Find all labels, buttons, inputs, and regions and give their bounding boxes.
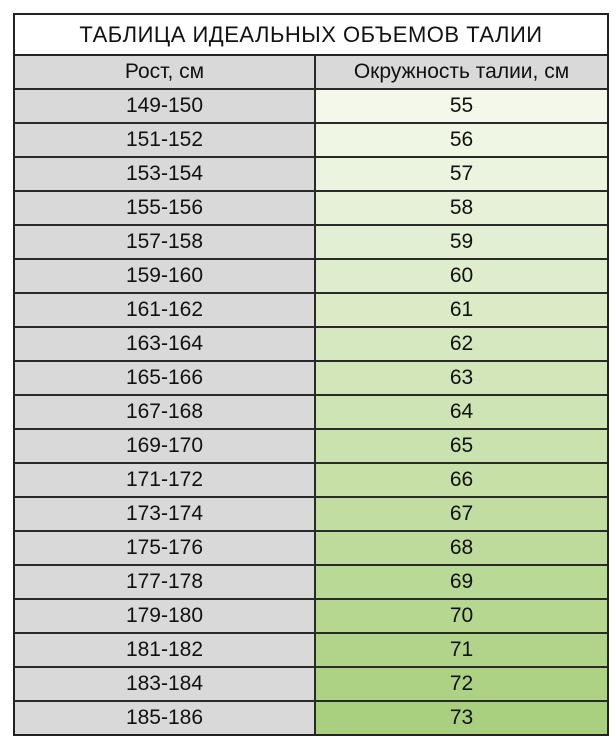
cell-waist: 70 [315,599,607,633]
cell-height: 171-172 [15,463,315,497]
table-grid [15,56,607,734]
table-row [15,225,607,259]
cell-waist: 67 [315,497,607,531]
table-row [15,429,607,463]
cell-height: 155-156 [15,191,315,225]
cell-height: 181-182 [15,633,315,667]
table-header [15,56,607,89]
cell-height: 157-158 [15,225,315,259]
cell-height: 163-164 [15,327,315,361]
cell-height: 169-170 [15,429,315,463]
table-row [15,701,607,734]
table-row [15,667,607,701]
cell-height: 165-166 [15,361,315,395]
cell-waist: 72 [315,667,607,701]
cell-waist: 71 [315,633,607,667]
cell-waist: 73 [315,701,607,734]
header-height: Рост, см [15,56,315,89]
cell-height: 167-168 [15,395,315,429]
table-row [15,327,607,361]
cell-waist: 61 [315,293,607,327]
cell-waist: 56 [315,123,607,157]
table-row [15,157,607,191]
cell-waist: 65 [315,429,607,463]
cell-height: 173-174 [15,497,315,531]
cell-height: 159-160 [15,259,315,293]
cell-height: 177-178 [15,565,315,599]
cell-waist: 55 [315,89,607,123]
table-body [15,89,607,734]
table-row [15,259,607,293]
table-row [15,633,607,667]
table-row [15,361,607,395]
cell-height: 149-150 [15,89,315,123]
cell-height: 161-162 [15,293,315,327]
cell-waist: 66 [315,463,607,497]
table-row [15,497,607,531]
cell-waist: 57 [315,157,607,191]
table-row [15,123,607,157]
cell-height: 179-180 [15,599,315,633]
cell-waist: 60 [315,259,607,293]
table-row [15,463,607,497]
cell-waist: 68 [315,531,607,565]
table-row [15,531,607,565]
header-row [15,56,607,89]
table-row [15,191,607,225]
header-waist: Окружность талии, см [315,56,607,89]
table-row [15,599,607,633]
cell-height: 175-176 [15,531,315,565]
table-row [15,565,607,599]
cell-height: 153-154 [15,157,315,191]
cell-waist: 58 [315,191,607,225]
table-title: ТАБЛИЦА ИДЕАЛЬНЫХ ОБЪЕМОВ ТАЛИИ [15,15,607,56]
waist-size-table [13,13,609,736]
table-row [15,395,607,429]
cell-waist: 59 [315,225,607,259]
table-row [15,293,607,327]
cell-waist: 69 [315,565,607,599]
cell-height: 183-184 [15,667,315,701]
cell-height: 185-186 [15,701,315,734]
table-row [15,89,607,123]
cell-waist: 64 [315,395,607,429]
cell-waist: 63 [315,361,607,395]
cell-height: 151-152 [15,123,315,157]
cell-waist: 62 [315,327,607,361]
